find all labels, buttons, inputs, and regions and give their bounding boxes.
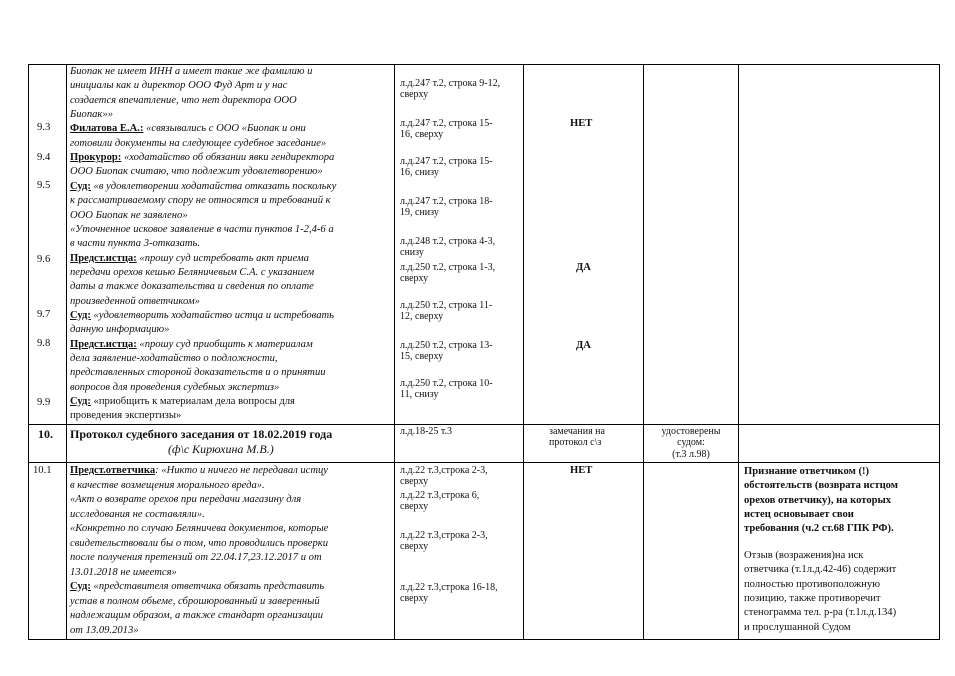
case-reference: л.д.250 т.2, строка 11- 12, сверху (400, 300, 493, 323)
comment-line: позицию, также противоречит (744, 592, 881, 604)
transcript-line (70, 95, 297, 107)
comment-line: полностью противоположную (744, 578, 881, 590)
transcript-text: : (155, 465, 162, 476)
row-number: 9.4 (37, 152, 51, 163)
transcript-line (70, 152, 334, 164)
transcript-text: к рассматриваемому спору не относятся и требований к (70, 195, 331, 207)
col-border-5 (738, 64, 739, 640)
transcript-text: передачи орехов кешью Беляничевым С.А. с указанием (70, 266, 315, 278)
mark-yes: ДА (576, 340, 591, 351)
transcript-line (70, 339, 313, 351)
transcript-text: создается впечатление, что нет директора ООО (70, 94, 297, 106)
transcript-text: инициалы как и директор ООО Фуд Арт и у нас (70, 80, 288, 92)
transcript-text: от 13.09.2013» (70, 624, 139, 636)
mark-yes: ДА (576, 262, 591, 273)
transcript-text: свидетельствовали бы о том, что проводились проверки (70, 537, 329, 549)
speaker-label: Суд: (70, 309, 91, 321)
row-divider-10-1 (28, 462, 940, 463)
transcript-text: исследования не составляли». (70, 508, 205, 520)
case-reference: л.д.247 т.2, строка 15- 16, снизу (400, 156, 493, 179)
mark-no: НЕТ (570, 118, 593, 129)
transcript-line (70, 567, 177, 579)
row-number: 9.5 (37, 180, 51, 191)
transcript-line (70, 109, 113, 121)
row-number: 9.7 (37, 309, 51, 320)
comment-line: ответчика (т.1л.д.42-46) содержит (744, 564, 897, 576)
transcript-line (70, 224, 334, 236)
speaker-label: Предст.ответчика (70, 465, 156, 476)
transcript-line (70, 494, 301, 506)
case-reference: л.д.22 т.3,строка 6, сверху (400, 490, 480, 513)
row-divider-10 (28, 424, 940, 425)
transcript-line (70, 596, 320, 608)
transcript-text: в качестве возмещения морального вреда». (70, 479, 265, 491)
transcript-text: дела заявление-ходатайство о подложности, (70, 353, 278, 364)
speaker-label: Суд: (70, 396, 91, 408)
transcript-text: надлежащим образом, а также стандарт организации (70, 610, 324, 621)
table-bottom-border (28, 639, 940, 640)
transcript-text: «удовлетворить ходатайство истца и истребовать (90, 309, 334, 321)
case-reference: л.д.248 т.2, строка 4-3, снизу (400, 236, 496, 259)
transcript-line (70, 310, 334, 322)
transcript-text: проведения экспертизы» (70, 410, 182, 422)
row-number: 10.1 (33, 465, 52, 476)
transcript-line (70, 210, 188, 222)
case-reference: л.д.250 т.2, строка 10- 11, снизу (400, 378, 493, 401)
transcript-line (70, 166, 323, 178)
transcript-text: «Уточненное исковое заявление в части пунктов 1-2,4-6 а (70, 223, 334, 235)
transcript-text: «ходатайство об обязании явки гендиректора (121, 152, 335, 164)
comment-bold-line: орехов ответчику), на которых (744, 494, 892, 506)
case-reference: л.д.18-25 т.3 (400, 426, 453, 437)
remarks-note: замечания на протокол с\з (549, 426, 605, 449)
comment-bold-line: требования (ч.2 ст.68 ГПК РФ). (744, 523, 894, 535)
transcript-line (70, 367, 326, 379)
col-border-0 (28, 64, 29, 640)
transcript-line (70, 552, 322, 564)
comment-line: стенограмма тел. р-ра (т.1л.д.134) (744, 607, 897, 619)
transcript-text: в части пункта 3-отказать. (70, 238, 201, 250)
comment-bold-line: истец основывает свои (744, 508, 854, 520)
transcript-text: вопросов для проведения судебных экспертиз» (70, 381, 280, 393)
transcript-line (70, 181, 336, 193)
case-reference: л.д.22 т.3,строка 2-3, сверху (400, 530, 488, 553)
section-subtitle: (ф\с Кирюхина М.В.) (168, 442, 274, 456)
transcript-line (70, 410, 181, 422)
transcript-text: Биопак»» (70, 109, 113, 121)
certified-note: удостоверены судом: (т.3 л.98) (661, 426, 721, 460)
transcript-line (70, 610, 323, 622)
case-reference: л.д.247 т.2, строка 15- 16, сверху (400, 118, 493, 141)
transcript-text: «Конкретно по случаю Беляничева документов, которые (70, 523, 329, 534)
transcript-line (70, 523, 328, 535)
transcript-line (70, 625, 139, 637)
transcript-text: «Акт о возврате орехов при передачи магазину для (70, 494, 302, 505)
transcript-line (70, 538, 328, 550)
transcript-line (70, 267, 314, 279)
mark-no: НЕТ (570, 465, 593, 476)
section-title: Протокол судебного заседания от 18.02.2019 года (70, 427, 333, 441)
transcript-line (70, 581, 324, 593)
transcript-line (70, 353, 278, 365)
document-table (28, 64, 940, 640)
col-border-3 (523, 64, 524, 640)
transcript-text: Биопак не имеет ИНН а имеет такие же фамилию и (70, 66, 313, 77)
speaker-label: Предст.истца: (70, 252, 137, 264)
transcript-line (70, 123, 306, 135)
comment-bold-line: Признание ответчиком (!) (744, 466, 870, 477)
case-reference: л.д.22 т.3,строка 16-18, сверху (400, 582, 498, 605)
comment-bold-line: обстоятельств (возврата истцом (744, 480, 898, 492)
transcript-line (70, 382, 279, 394)
transcript-line (70, 253, 309, 265)
col-border-4 (643, 64, 644, 640)
transcript-text: «прошу суд истребовать акт приема (136, 252, 309, 264)
speaker-label: Суд: (70, 581, 91, 592)
transcript-line (70, 324, 169, 336)
row-number: 9.8 (37, 338, 51, 349)
col-border-6 (939, 64, 940, 640)
transcript-text: «представителя ответчика обязать представить (90, 581, 325, 592)
transcript-text: «приобщить к материалам дела вопросы для (90, 396, 295, 408)
transcript-line (70, 465, 328, 477)
case-reference: л.д.22 т.3,строка 2-3, сверху (400, 465, 488, 488)
comment-line: и прослушанной Судом (744, 621, 851, 633)
transcript-line (70, 138, 326, 150)
section-number: 10. (38, 427, 53, 441)
transcript-line (70, 80, 287, 92)
transcript-text: ООО Биопак не заявлено» (70, 209, 188, 221)
transcript-line (70, 66, 312, 78)
transcript-line (70, 480, 265, 492)
col-border-1 (66, 64, 67, 640)
transcript-text: «Никто и ничего не передавал истцу (161, 465, 328, 476)
case-reference: л.д.247 т.2, строка 18- 19, снизу (400, 196, 493, 219)
transcript-text: представленных стороной доказательств и о принятии (70, 367, 326, 379)
row-number: 9.3 (37, 122, 51, 133)
transcript-text: произведенной ответчиком» (70, 295, 200, 307)
transcript-text: данную информацию» (70, 324, 170, 336)
transcript-line (70, 509, 205, 521)
transcript-line (70, 281, 314, 293)
speaker-label: Филатова Е.А.: (70, 123, 144, 135)
transcript-text: «в удовлетворении ходатайства отказать поскольку (90, 180, 337, 192)
transcript-text: ООО Биопак считаю, что подлежит удовлетворению» (70, 166, 323, 178)
comment-line: Отзыв (возражения)на иск (744, 550, 864, 561)
case-reference: л.д.247 т.2, строка 9-12, сверху (400, 78, 501, 101)
speaker-label: Прокурор: (70, 152, 122, 164)
transcript-text: устав в полном обьеме, сброшюрованный и заверенный (70, 595, 320, 607)
transcript-line (70, 195, 331, 207)
row-number: 9.9 (37, 397, 51, 408)
transcript-text: после получения претензий от 22.04.17,23.12.2017 и от (70, 552, 322, 563)
transcript-line (70, 238, 200, 250)
case-reference: л.д.250 т.2, строка 1-3, сверху (400, 262, 496, 285)
transcript-text: готовили документы на следующее судебное заседание» (70, 137, 327, 149)
case-reference: л.д.250 т.2, строка 13- 15, сверху (400, 340, 493, 363)
row-number: 9.6 (37, 254, 51, 265)
col-border-2 (394, 64, 395, 640)
transcript-line (70, 296, 200, 308)
table-top-border (28, 64, 940, 65)
transcript-text: «прошу суд приобщить к материалам (136, 338, 313, 350)
transcript-text: 13.01.2018 не имеется» (70, 566, 177, 578)
speaker-label: Суд: (70, 180, 91, 192)
transcript-line (70, 396, 295, 408)
speaker-label: Предст.истца: (70, 338, 137, 350)
transcript-text: даты а также доказательства и сведения по оплате (70, 281, 314, 293)
transcript-text: «связывались с ООО «Биопак и они (143, 123, 306, 135)
